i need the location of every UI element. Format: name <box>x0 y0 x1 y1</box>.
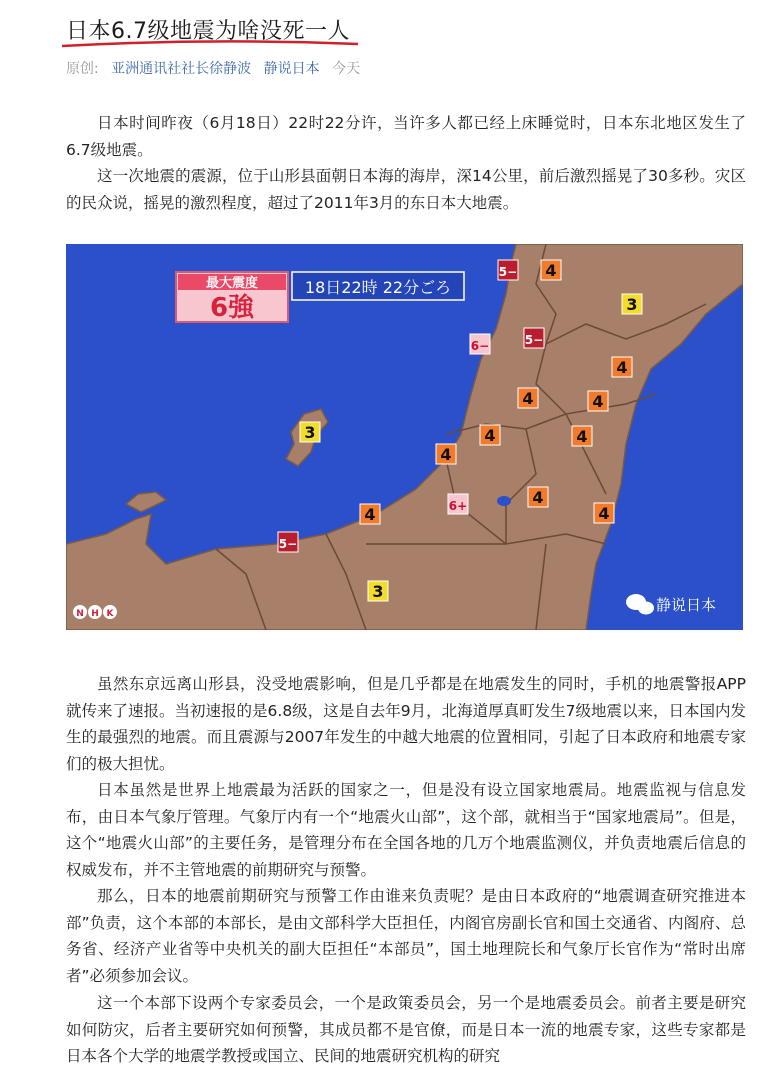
account-link[interactable]: 静说日本 <box>263 61 320 77</box>
intensity-marker-label: 4 <box>532 488 544 507</box>
intensity-marker <box>470 334 490 354</box>
publish-time: 今天 <box>332 61 361 77</box>
time-box <box>292 272 464 300</box>
max-intensity-value: 6強 <box>209 293 255 323</box>
intensity-marker <box>368 581 388 601</box>
intensity-marker-label: 6− <box>470 339 490 353</box>
intensity-marker <box>278 532 298 552</box>
intensity-marker <box>518 388 538 408</box>
title-underline <box>60 36 360 50</box>
intensity-marker-label: 4 <box>440 445 452 464</box>
nhk-logo <box>73 605 117 619</box>
intensity-marker-label: 3 <box>626 295 638 314</box>
intensity-marker <box>622 294 642 314</box>
intensity-marker-label: 4 <box>576 427 588 446</box>
intensity-marker <box>360 504 380 524</box>
intensity-marker-label: 4 <box>616 358 628 377</box>
intensity-marker <box>612 357 632 377</box>
intensity-marker <box>541 260 561 280</box>
author-name[interactable]: 亚洲通讯社社长徐静波 <box>111 61 252 77</box>
paragraph-3: 虽然东京远离山形县，没受地震影响，但是几乎都是在地震发生的同时，手机的地震警报APP就传来了速报。当初速报的是6.8级，这是自去年9月，北海道厚真町发生7级地震以来，日本国内发生的最强烈的地震。而且震源与2007年发生的中越大地震的位置相同，引起了日本政府和地震专家们的极大担忧。 <box>66 675 746 773</box>
article-meta <box>66 58 368 78</box>
intensity-marker-label: 3 <box>372 582 384 601</box>
intensity-marker <box>300 422 320 442</box>
intensity-marker-label: 6+ <box>448 499 468 513</box>
intensity-marker-label: 5− <box>278 537 298 551</box>
svg-text:H: H <box>91 609 99 619</box>
intensity-marker <box>448 494 468 514</box>
intensity-marker-label: 4 <box>545 261 557 280</box>
paragraph-2: 这一次地震的震源，位于山形县面朝日本海的海岸，深14公里，前后激烈摇晃了30多秒。灾区的民众说，摇晃的激烈程度，超过了2011年3月的东日本大地震。 <box>66 167 746 212</box>
svg-text:N: N <box>76 609 84 619</box>
paragraph-6: 这一个本部下设两个专家委员会，一个是政策委员会，另一个是地震委员会。前者主要是研究如何防灾，后者主要研究如何预警，其成员都不是官僚，而是日本一流的地震专家，这些专家都是日本各个大学的地震学教授或国立、民间的地震研究机构的研究 <box>66 994 746 1065</box>
original-label: 原创: <box>66 61 99 77</box>
intensity-marker <box>594 503 614 523</box>
paragraph-5: 那么，日本的地震前期研究与预警工作由谁来负责呢？是由日本政府的“地震调查研究推进本部”负责，这个本部的本部长，是由文部科学大臣担任，内阁官房副长官和国土交通省、内阁府、总务省、经济产业省等中央机关的副大臣担任“本部员”，国土地理院长和气象厅长官作为“常时出席者”必须参加会议。 <box>66 887 746 985</box>
paragraph-1: 日本时间昨夜（6月18日）22时22分许，当许多人都已经上床睡觉时，日本东北地区发生了6.7级地震。 <box>66 114 746 159</box>
watermark <box>626 594 716 615</box>
intensity-marker <box>498 260 518 280</box>
intensity-marker-label: 5− <box>498 265 518 279</box>
intensity-marker-label: 4 <box>522 389 534 408</box>
svg-text:K: K <box>106 609 114 619</box>
time-label: 18日22時 22分ごろ <box>304 278 452 297</box>
intensity-marker <box>524 328 544 348</box>
intensity-marker <box>572 426 592 446</box>
intensity-marker <box>480 425 500 445</box>
intensity-marker <box>528 487 548 507</box>
intensity-marker <box>588 391 608 411</box>
paragraph-4: 日本虽然是世界上地震最为活跃的国家之一，但是没有设立国家地震局。地震监视与信息发布，由日本气象厅管理。气象厅内有一个“地震火山部”，这个部，就相当于“国家地震局”。但是，这个“地震火山部”的主要任务，是管理分布在全国各地的几万个地震监测仪，并负责地震后信息的权威发布，并不主管地震的前期研究与预警。 <box>66 781 746 879</box>
max-intensity-box <box>176 272 288 323</box>
article-title: 日本6.7级地震为啥没死一人 <box>66 19 350 44</box>
max-intensity-label: 最大震度 <box>205 276 259 291</box>
intensity-marker-label: 4 <box>484 426 496 445</box>
intensity-marker-label: 4 <box>364 505 376 524</box>
intensity-marker-label: 3 <box>304 423 316 442</box>
intensity-marker-label: 5− <box>524 333 544 347</box>
map-svg <box>66 244 743 630</box>
intensity-marker-label: 4 <box>592 392 604 411</box>
intensity-marker-label: 4 <box>598 504 610 523</box>
earthquake-intensity-map <box>66 244 743 630</box>
intensity-marker <box>436 444 456 464</box>
watermark-text: 静说日本 <box>656 596 717 614</box>
